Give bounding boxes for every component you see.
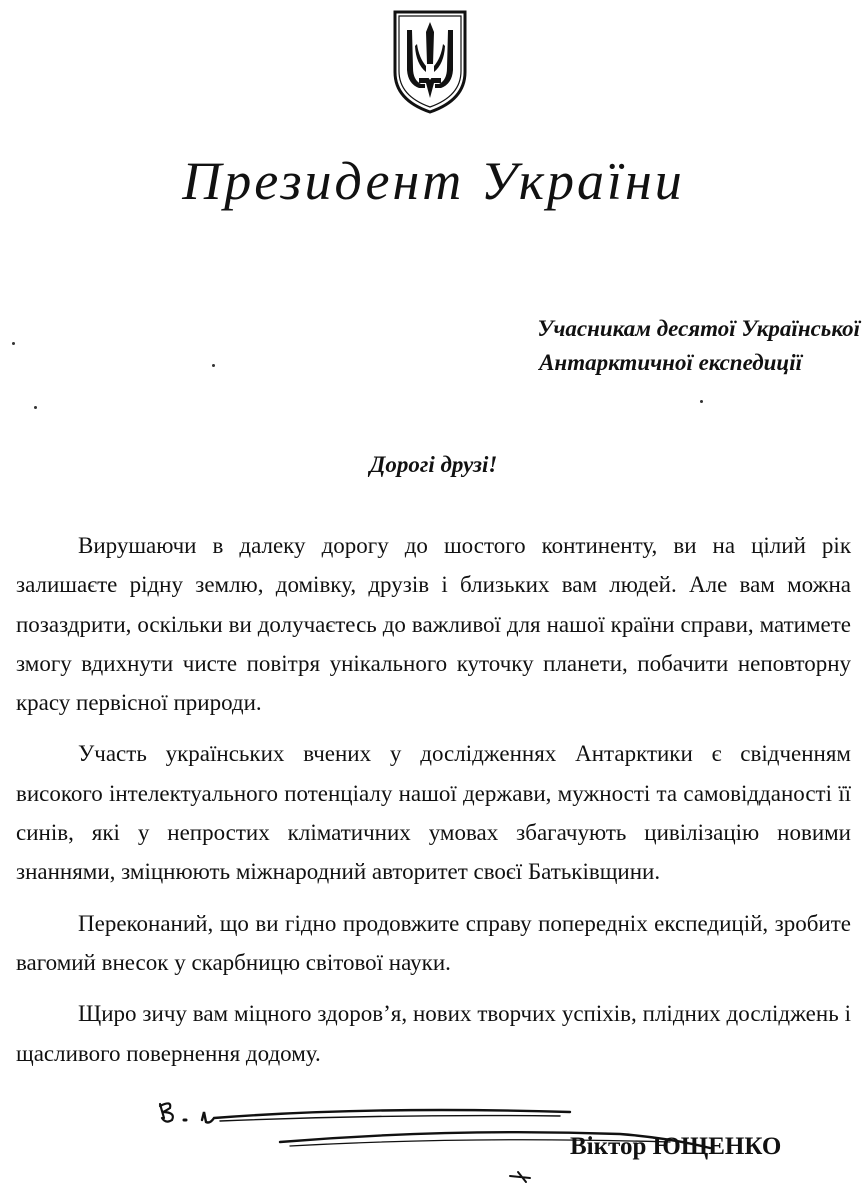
paragraph: Участь українських вчених у дослідженнях Антарктики є свідченням високого інтелектуального потенціалу нашої держави, мужності та самовідданості її синів, які у непростих кліматичних умовах збагачують цивілізацію новими знаннями, зміцнюють міжнародний авторитет своєї Батьківщини. bbox=[16, 741, 851, 885]
addressee-line-2: Антарктичної експедиції bbox=[539, 350, 802, 375]
greeting: Дорогі друзі! bbox=[369, 452, 498, 477]
paragraph: Вирушаючи в далеку дорогу до шостого континенту, ви на цілий рік залишаєте рідну землю, домівку, друзів і близьких вам людей. Але вам можна позаздрити, оскільки ви долучаєтесь до важливої для нашої країни справи, матимете змогу вдихнути чисте повітря унікального куточку планети, побачити неповторну красу первісної природи. bbox=[16, 533, 851, 716]
paragraph: Переконаний, що ви гідно продовжите справу попередніх експедицій, зробите вагомий внесок у скарбницю світової науки. bbox=[16, 910, 851, 975]
scan-speck bbox=[12, 342, 15, 345]
signer-name: Віктор ЮЩЕНКО bbox=[570, 1133, 782, 1160]
paragraph: Щиро зичу вам міцного здоров’я, нових творчих успіхів, плідних досліджень і щасливого повернення додому. bbox=[16, 1001, 851, 1066]
scan-speck bbox=[700, 400, 703, 403]
addressee-block bbox=[440, 312, 860, 380]
scan-speck bbox=[212, 364, 215, 367]
coat-of-arms-emblem bbox=[389, 6, 471, 116]
page-title: Президент України bbox=[182, 151, 685, 211]
scan-speck bbox=[34, 406, 37, 409]
ukraine-trident-icon bbox=[389, 6, 471, 116]
letter-body bbox=[16, 526, 851, 1085]
addressee-line-1: Учасникам десятої Української bbox=[537, 316, 860, 341]
